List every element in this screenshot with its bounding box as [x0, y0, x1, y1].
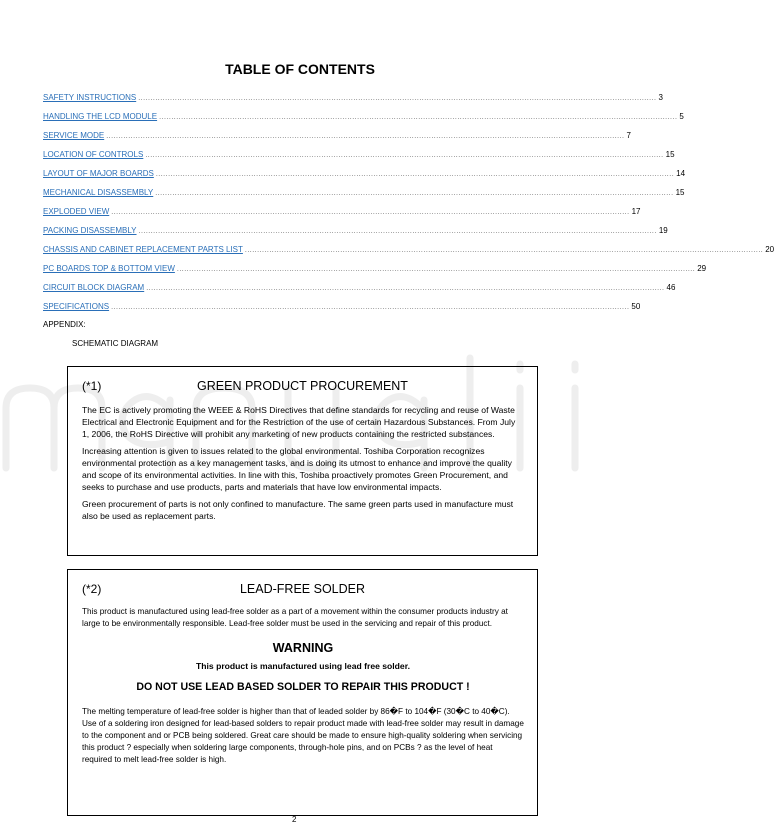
toc-page: 50 — [631, 302, 641, 311]
toc-leader: .................................................................................................................................................................................................................... — [138, 95, 657, 102]
toc-row — [43, 226, 668, 245]
toc-link[interactable]: CIRCUIT BLOCK DIAGRAM — [43, 283, 145, 292]
toc-leader: .................................................................................................................................................................................................................... — [155, 190, 674, 197]
page-number: 2 — [292, 815, 297, 824]
green-box-title: GREEN PRODUCT PROCUREMENT — [197, 379, 408, 393]
toc-leader: .................................................................................................................................................................................................................... — [159, 114, 678, 121]
lead-box-title: LEAD-FREE SOLDER — [239, 582, 366, 596]
toc-leader: .................................................................................................................................................................................................................... — [111, 304, 630, 311]
toc-row — [43, 207, 641, 226]
toc-page: 15 — [665, 150, 675, 159]
toc-leader: .................................................................................................................................................................................................................... — [111, 209, 630, 216]
do-not-notice: DO NOT USE LEAD BASED SOLDER TO REPAIR THIS PRODUCT ! — [136, 681, 470, 693]
toc-link[interactable]: SERVICE MODE — [43, 131, 105, 140]
toc-page: 15 — [675, 188, 685, 197]
toc-leader: .................................................................................................................................................................................................................... — [106, 133, 625, 140]
toc-link[interactable]: PACKING DISASSEMBLY — [43, 226, 137, 235]
toc-leader: .................................................................................................................................................................................................................... — [244, 247, 764, 254]
toc-row — [43, 283, 676, 302]
toc-link[interactable]: SAFETY INSTRUCTIONS — [43, 93, 137, 102]
green-box-body — [82, 404, 524, 527]
green-paragraph-2: Increasing attention is given to issues related to the global environmental. Toshiba Corporation recognizes environmental protection as a key management tasks, and is doing its utmost to enhance and improve the quality and scope of its environmental activities. In line with this, Toshiba proactively promotes Green Procurement, and seeks to purchase and use products, parts and materials that have low environmental impacts. — [82, 446, 512, 492]
lead-box-marker: (*2) — [82, 582, 102, 596]
table-of-contents — [43, 93, 774, 321]
toc-page: 7 — [626, 131, 631, 140]
toc-row — [43, 131, 631, 150]
toc-link[interactable]: CHASSIS AND CABINET REPLACEMENT PARTS LIST — [43, 245, 243, 254]
toc-link[interactable]: MECHANICAL DISASSEMBLY — [43, 188, 154, 197]
toc-link[interactable]: EXPLODED VIEW — [43, 207, 110, 216]
toc-row — [43, 188, 685, 207]
toc-link[interactable]: PC BOARDS TOP & BOTTOM VIEW — [43, 264, 175, 273]
green-paragraph-1: The EC is actively promoting the WEEE & RoHS Directives that define standards for recycling and reuse of Waste Electrical and Electronic Equipment and for the Restriction of the use of certain Hazardous Substances. From July 1, 2006, the RoHS Directive will prohibit any marketing of new products containing the restricted substances. — [82, 405, 516, 439]
appendix-label: APPENDIX: — [43, 320, 86, 329]
toc-page: 20 — [765, 245, 774, 254]
toc-page: 3 — [658, 93, 663, 102]
warning-heading: WARNING — [272, 641, 334, 655]
toc-row — [43, 112, 684, 131]
lead-paragraph-1: This product is manufactured using lead-free solder as a part of a movement within the consumer products industry at large to be environmentally responsible. Lead-free solder must be used in the servicing and repair of this product. — [82, 607, 508, 628]
toc-leader: .................................................................................................................................................................................................................... — [155, 171, 675, 178]
toc-page: 17 — [631, 207, 641, 216]
toc-link[interactable]: SPECIFICATIONS — [43, 302, 110, 311]
toc-page: 5 — [679, 112, 684, 121]
toc-row — [43, 93, 663, 112]
toc-leader: .................................................................................................................................................................................................................... — [138, 228, 657, 235]
toc-row — [43, 150, 675, 169]
melting-temperature-paragraph: The melting temperature of lead-free solder is higher than that of leaded solder by 86�F to 104�F (30�C to 40�C). Use of a soldering iron designed for lead-based solders to repair product made with lead-free solder may result in damage to the component and or PCB being soldered. Great care should be made to ensure high-quality soldering when servicing this product ? especially when soldering large components, through-hole pins, and on PCBs ? as the level of heat required to melt lead-free solder is high. — [82, 707, 524, 764]
toc-page: 14 — [676, 169, 686, 178]
toc-row — [43, 264, 707, 283]
toc-row — [43, 245, 774, 264]
toc-page: 29 — [697, 264, 707, 273]
toc-link[interactable]: HANDLING THE LCD MODULE — [43, 112, 158, 121]
green-procurement-box — [67, 366, 538, 556]
page-title: TABLE OF CONTENTS — [225, 61, 375, 77]
toc-link[interactable]: LAYOUT OF MAJOR BOARDS — [43, 169, 154, 178]
toc-leader: .................................................................................................................................................................................................................... — [176, 266, 696, 273]
toc-row — [43, 302, 641, 321]
warning-subtext: This product is manufactured using lead free solder. — [196, 661, 410, 671]
green-box-marker: (*1) — [82, 379, 102, 393]
toc-leader: .................................................................................................................................................................................................................... — [146, 285, 665, 292]
lead-free-solder-box — [67, 569, 538, 816]
toc-page: 46 — [666, 283, 676, 292]
lead-box-body — [82, 606, 524, 766]
toc-leader: .................................................................................................................................................................................................................... — [145, 152, 664, 159]
toc-row — [43, 169, 686, 188]
green-paragraph-3: Green procurement of parts is not only confined to manufacture. The same green parts used in manufacture must also be used as replacement parts. — [82, 499, 514, 521]
toc-page: 19 — [658, 226, 668, 235]
appendix-item: SCHEMATIC DIAGRAM — [72, 339, 159, 348]
toc-link[interactable]: LOCATION OF CONTROLS — [43, 150, 144, 159]
